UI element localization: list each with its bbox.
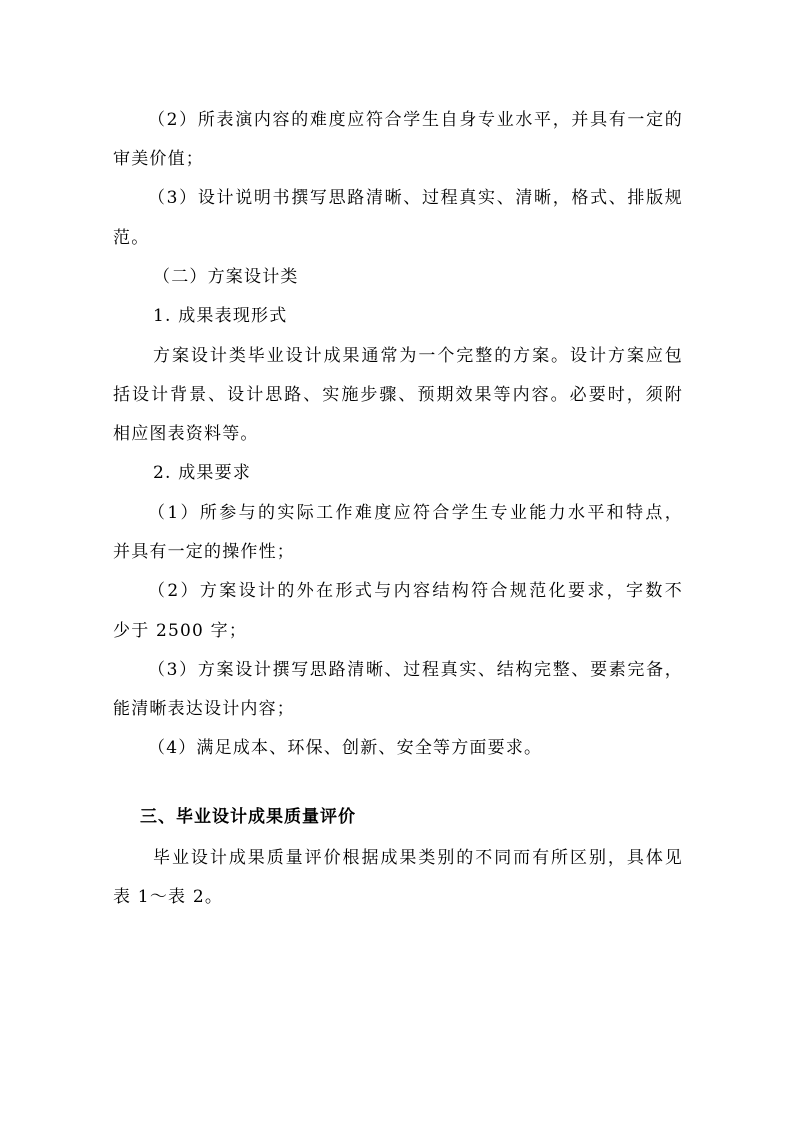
section3-body-line1: 毕业设计成果质量评价根据成果类别的不同而有所区别，具体见 <box>153 848 683 868</box>
part1-title: 1. 成果表现形式 <box>153 306 288 326</box>
part1-body-line2: 括设计背景、设计思路、实施步骤、预期效果等内容。必要时，须附 <box>113 385 683 405</box>
part1-body-line3: 相应图表资料等。 <box>113 424 259 444</box>
req2-line1: （2）方案设计的外在形式与内容结构符合规范化要求，字数不 <box>148 581 683 601</box>
req1-line2: 并具有一定的操作性； <box>113 542 295 562</box>
req3-line1: （3）方案设计撰写思路清晰、过程真实、结构完整、要素完备， <box>148 660 683 680</box>
req3-line2: 能清晰表达设计内容； <box>113 699 295 719</box>
part2-title: 2. 成果要求 <box>153 463 252 483</box>
item3-line1: （3）设计说明书撰写思路清晰、过程真实、清晰，格式、排版规 <box>148 188 683 208</box>
section3-body-line2: 表 1～表 2。 <box>113 887 224 907</box>
req1-line1: （1）所参与的实际工作难度应符合学生专业能力水平和特点， <box>148 503 683 523</box>
item3-line2: 范。 <box>113 228 150 248</box>
req4-line1: （4）满足成本、环保、创新、安全等方面要求。 <box>148 738 543 758</box>
part1-body-line1: 方案设计类毕业设计成果通常为一个完整的方案。设计方案应包 <box>153 346 683 366</box>
item2-line1: （2）所表演内容的难度应符合学生自身专业水平，并具有一定的 <box>148 110 683 130</box>
item2-line2: 审美价值； <box>113 149 204 169</box>
subsection-title: （二）方案设计类 <box>153 267 299 287</box>
section3-title: 三、毕业设计成果质量评价 <box>140 807 356 827</box>
req2-line2: 少于 2500 字； <box>113 621 248 641</box>
